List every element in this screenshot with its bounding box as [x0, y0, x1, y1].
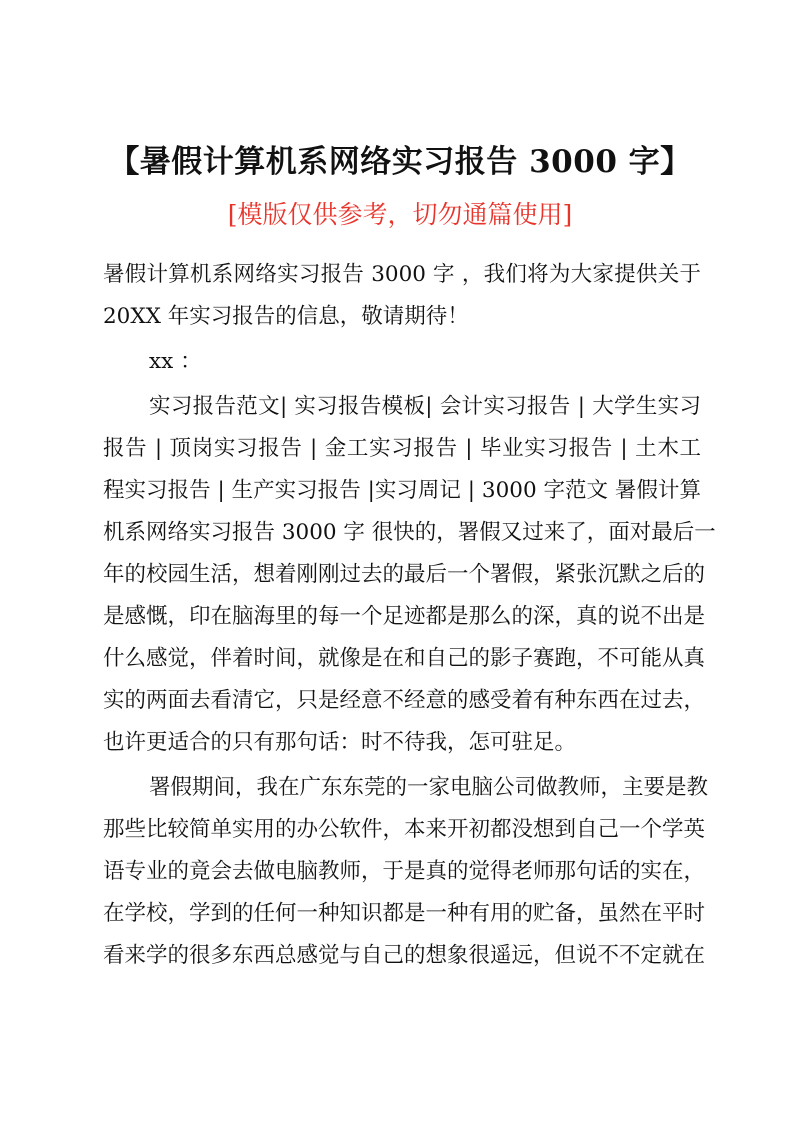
body-line: 是感慨，印在脑海里的每一个足迹都是那么的深，真的说不出是: [103, 604, 706, 629]
document-body: [103, 254, 716, 977]
body-line: 看来学的很多东西总感觉与自己的想象很遥远，但说不不定就在: [103, 943, 706, 968]
salutation-line: xx ：: [149, 349, 202, 374]
body-line: 也许更适合的只有那句话：时不待我，怎可驻足。: [103, 730, 577, 755]
body-line: 署假期间，我在广东东莞的一家电脑公司做教师，主要是教: [149, 775, 709, 800]
body-line: 什么感觉，伴着时间，就像是在和自己的影子赛跑，不可能从真: [103, 646, 706, 671]
body-line: 语专业的竟会去做电脑教师，于是真的觉得老师那句话的实在，: [103, 859, 706, 884]
body-line: 报告 | 顶岗实习报告 | 金工实习报告 | 毕业实习报告 | 土木工: [103, 436, 701, 461]
body-line: 实的两面去看清它，只是经意不经意的感受着有种东西在过去，: [103, 688, 706, 713]
body-line: 年的校园生活，想着刚刚过去的最后一个署假，紧张沉默之后的: [103, 562, 706, 587]
body-line: 那些比较简单实用的办公软件，本来开初都没想到自己一个学英: [103, 817, 706, 842]
document-title: 【暑假计算机系网络实习报告 3000 字】: [108, 144, 692, 180]
template-notice: [模版仅供参考，切勿通篇使用]: [227, 200, 573, 229]
body-line: 机系网络实习报告 3000 字 很快的，署假又过来了，面对最后一: [103, 520, 716, 545]
body-line: 20XX 年实习报告的信息，敬请期待！: [103, 304, 469, 329]
body-line: 在学校，学到的任何一种知识都是一种有用的贮备，虽然在平时: [103, 901, 706, 926]
body-line: 暑假计算机系网络实习报告 3000 字 ，我们将为大家提供关于: [103, 262, 701, 287]
body-line: 实习报告范文| 实习报告模板| 会计实习报告 | 大学生实习: [149, 394, 701, 419]
body-line: 程实习报告 | 生产实习报告 |实习周记 | 3000 字范文 暑假计算: [103, 478, 701, 503]
